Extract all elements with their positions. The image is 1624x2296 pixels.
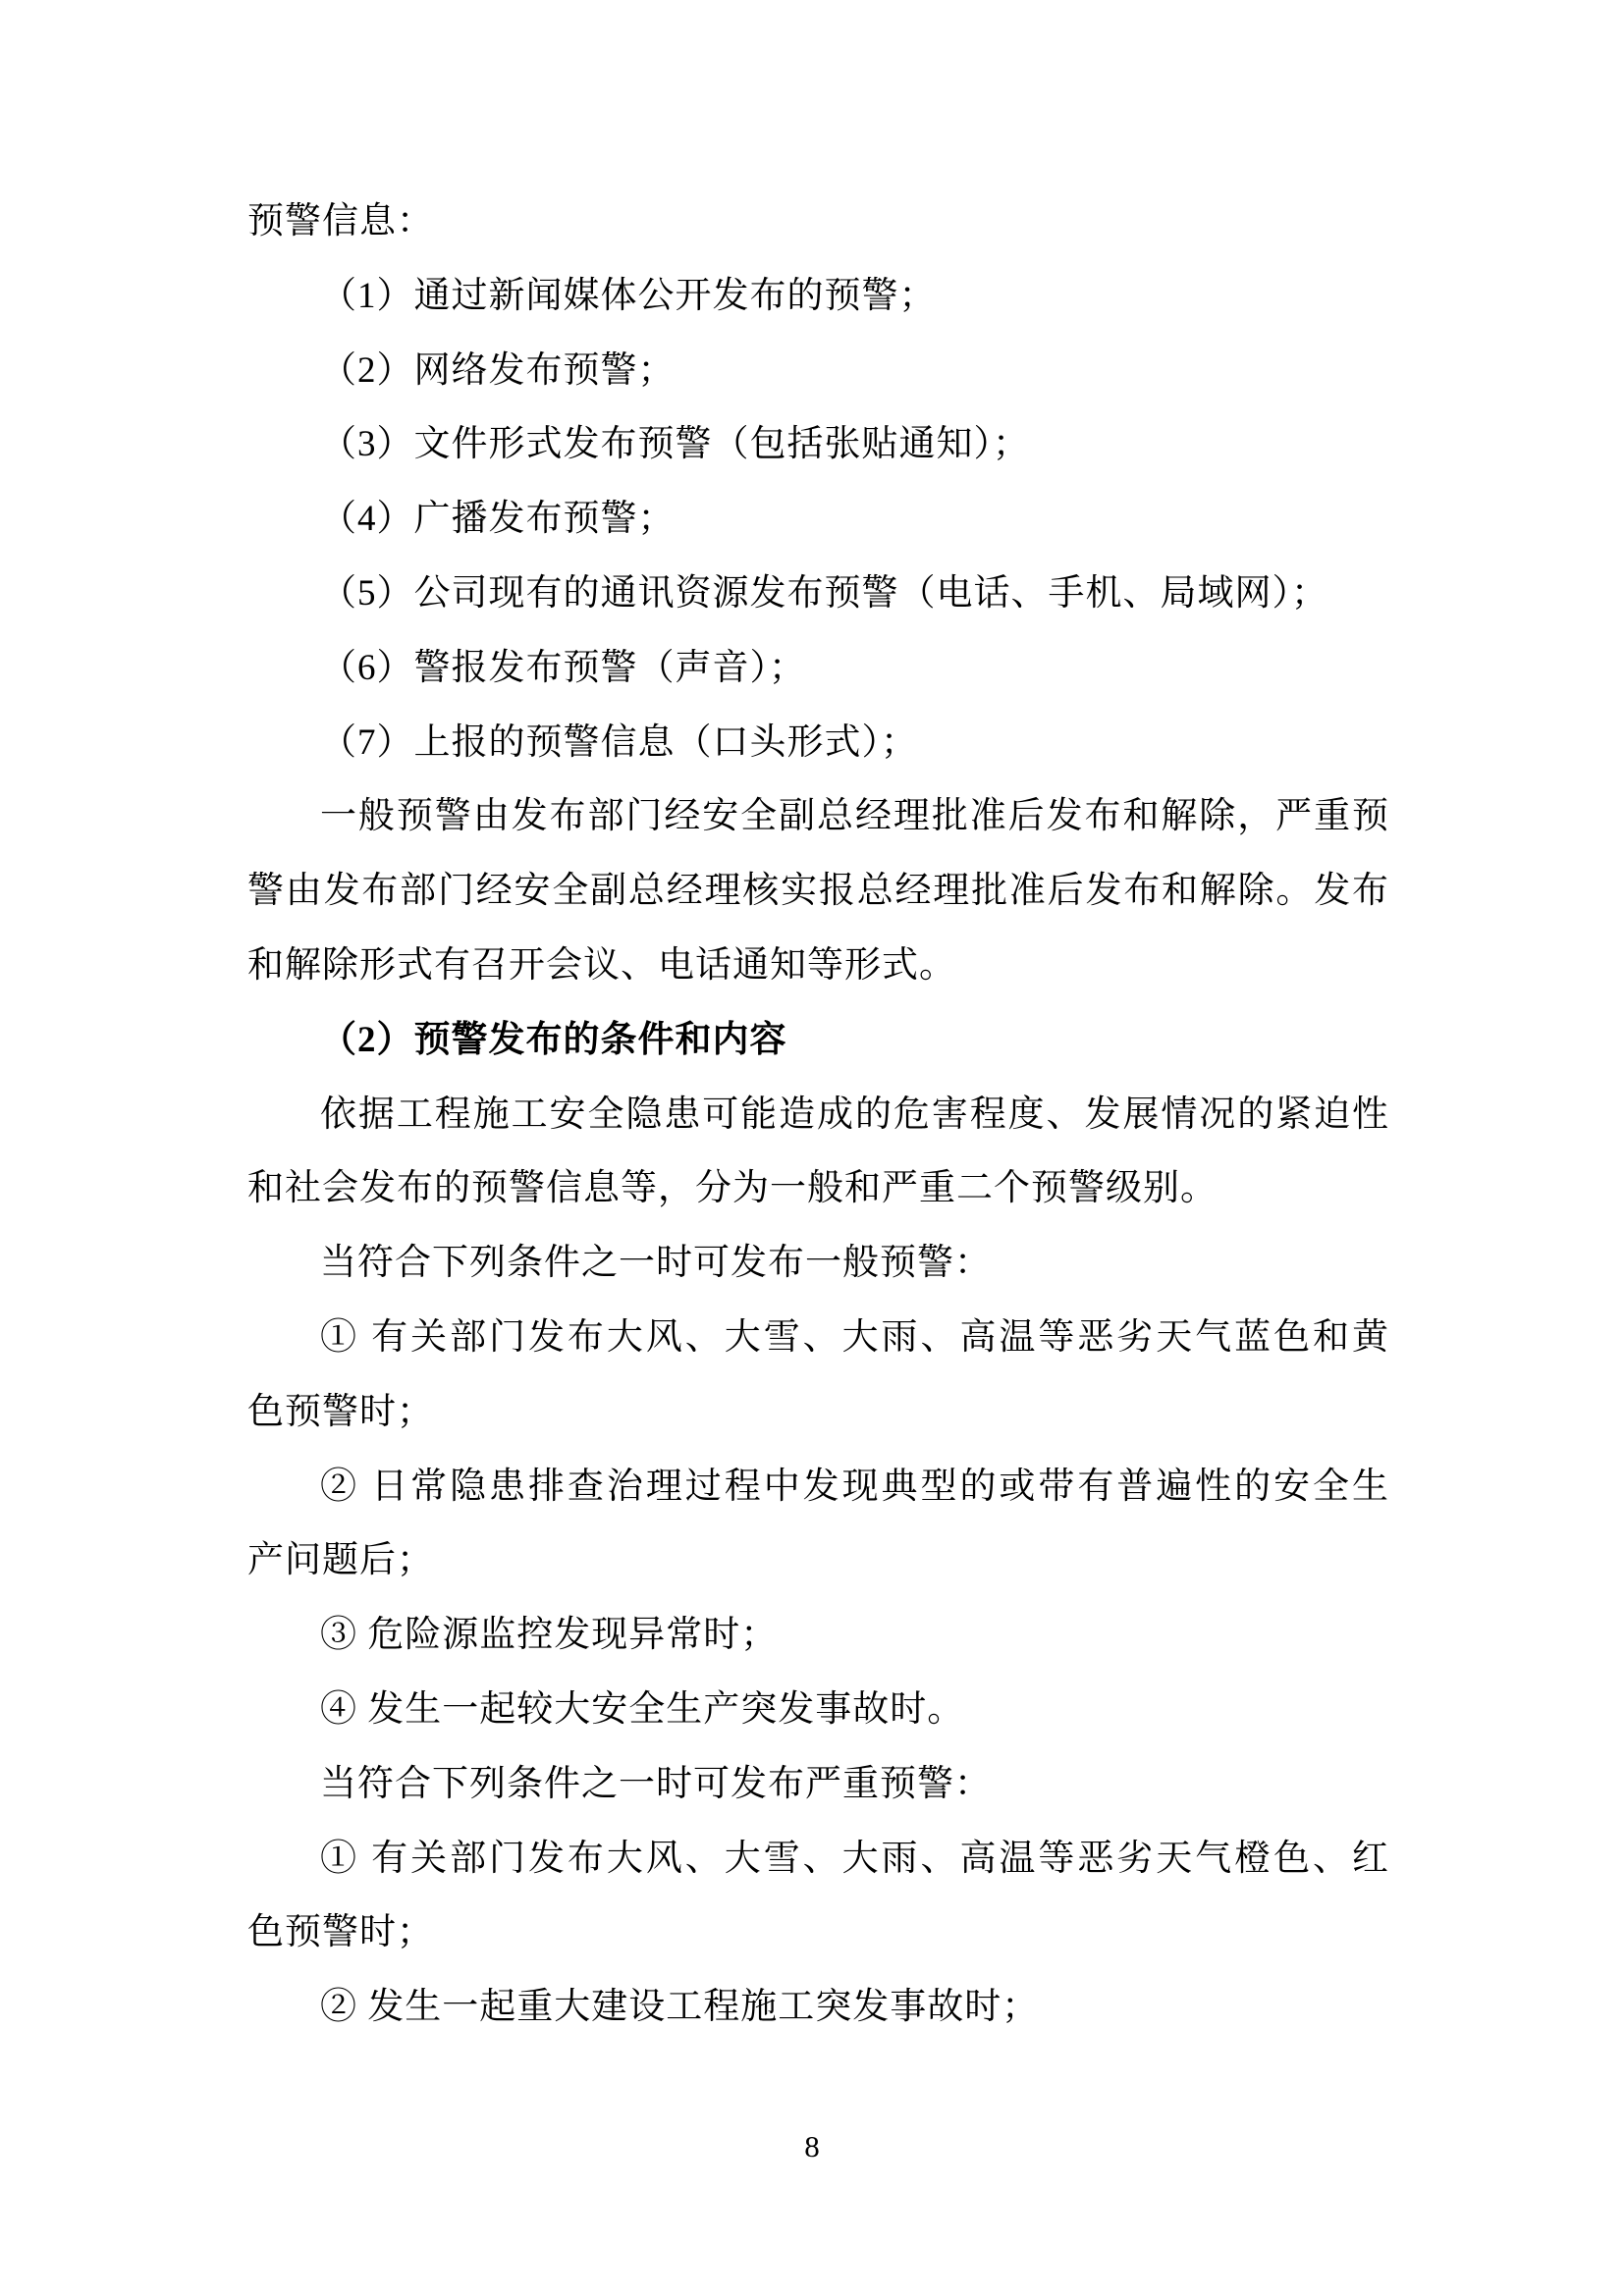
list-item: （4）广播发布预警；: [320, 499, 676, 540]
text-line: 预警信息：: [247, 201, 434, 241]
text-line: 和社会发布的预警信息等，分为一般和严重二个预警级别。: [247, 1168, 1218, 1209]
text-line: 和解除形式有召开会议、电话通知等形式。: [247, 944, 956, 986]
text-line: 依据工程施工安全隐患可能造成的危害程度、发展情况的紧迫性: [320, 1094, 1389, 1135]
list-item: （2）网络发布预警；: [320, 349, 676, 391]
text-line: 色预警时；: [247, 1391, 434, 1432]
list-item: ② 日常隐患排查治理过程中发现典型的或带有普遍性的安全生: [320, 1466, 1389, 1507]
list-item: （3）文件形式发布预警（包括张贴通知）；: [320, 424, 1030, 465]
list-item: （1）通过新闻媒体公开发布的预警；: [320, 275, 937, 316]
list-item: ② 发生一起重大建设工程施工突发事故时；: [320, 1987, 1040, 2028]
page-number: 8: [804, 2129, 820, 2163]
list-item: （5）公司现有的通讯资源发布预警（电话、手机、局域网）；: [320, 572, 1328, 614]
text-line: 一般预警由发布部门经安全副总经理批准后发布和解除，严重预: [320, 796, 1389, 837]
text-line: 警由发布部门经安全副总经理核实报总经理批准后发布和解除。发布: [247, 871, 1389, 912]
text-line: 当符合下列条件之一时可发布一般预警：: [320, 1243, 992, 1284]
text-line: 当符合下列条件之一时可发布严重预警：: [320, 1763, 992, 1804]
list-item: （6）警报发布预警（声音）；: [320, 647, 806, 688]
list-item: （7）上报的预警信息（口头形式）；: [320, 721, 918, 763]
text-line: 色预警时；: [247, 1912, 434, 1953]
section-heading: （2）预警发布的条件和内容: [320, 1019, 787, 1060]
list-item: ④ 发生一起较大安全生产突发事故时。: [320, 1688, 965, 1730]
document-body: [247, 185, 1389, 2045]
list-item: ③ 危险源监控发现异常时；: [320, 1615, 779, 1656]
text-line: 产问题后；: [247, 1540, 434, 1581]
list-item: ① 有关部门发布大风、大雪、大雨、高温等恶劣天气蓝色和黄: [320, 1316, 1389, 1358]
list-item: ① 有关部门发布大风、大雪、大雨、高温等恶劣天气橙色、红: [320, 1838, 1389, 1879]
